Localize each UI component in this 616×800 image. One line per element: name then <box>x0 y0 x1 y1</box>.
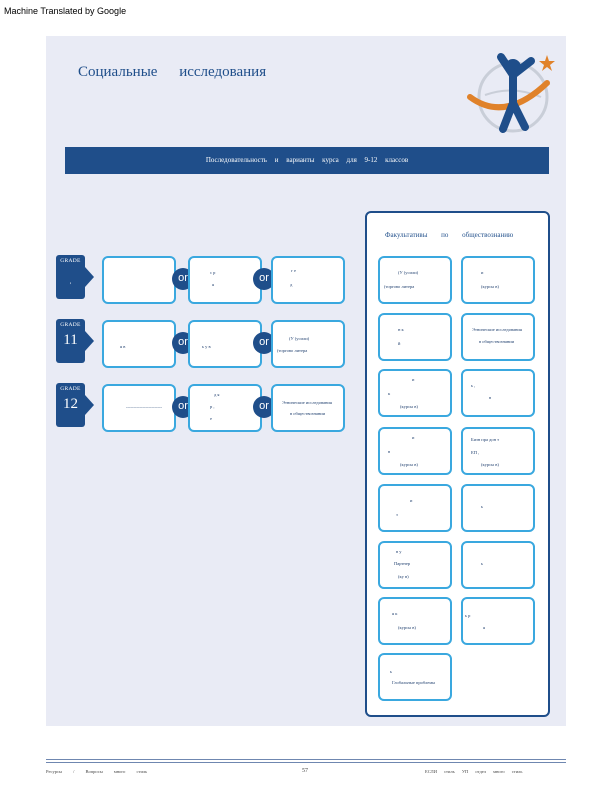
course-sequence-banner <box>65 147 549 174</box>
grade-number: 12 <box>63 396 78 412</box>
course-text: д <box>290 282 293 287</box>
course-text: ------------------------ <box>126 405 162 410</box>
elective-box <box>378 256 452 304</box>
elective-text: и <box>412 377 415 382</box>
elective-text: Глобальные проблемы <box>392 680 436 685</box>
elective-text: я <box>483 625 486 630</box>
course-text: я <box>212 282 215 287</box>
elective-text: ь <box>390 669 393 674</box>
elective-text: (торгово литера <box>384 284 415 289</box>
elective-box <box>378 313 452 361</box>
elective-text: (ку в) <box>398 574 409 579</box>
or-circle: or <box>253 332 275 354</box>
or-circle: or <box>172 332 194 354</box>
electives-title: Факультативы по обществознанию <box>385 231 514 239</box>
course-text: р , <box>210 404 215 409</box>
elective-text: (курсы в) <box>400 462 418 467</box>
elective-text: ь <box>481 504 484 509</box>
grade-label: GRADE <box>60 386 81 392</box>
grade-label: GRADE <box>60 322 81 328</box>
elective-text: ь <box>481 561 484 566</box>
footer-divider <box>46 762 566 763</box>
elective-box <box>461 427 535 475</box>
elective-text: й <box>398 341 401 346</box>
course-text: е <box>210 416 212 421</box>
elective-text: и <box>412 435 415 440</box>
course-text: д я <box>214 392 220 397</box>
elective-text: ь р <box>465 613 471 618</box>
elective-box <box>378 541 452 589</box>
course-text: г е <box>291 268 296 273</box>
banner-text: Последовательность и варианты курса для 9-12 классов <box>205 156 409 164</box>
grade-number: , <box>69 279 72 285</box>
footer-left-text: Ресурсы / Вопросы много стиль <box>46 769 148 774</box>
elective-box <box>461 256 535 304</box>
elective-box <box>378 484 452 532</box>
elective-text: и <box>410 498 413 503</box>
elective-box <box>378 597 452 645</box>
elective-text: (курсы в) <box>400 404 418 409</box>
course-text: (У (усили) <box>289 336 310 341</box>
elective-text: в <box>489 395 492 400</box>
or-circle: or <box>172 268 194 290</box>
logo-icon <box>465 45 560 137</box>
elective-text: к <box>388 391 391 396</box>
elective-text: Партнер <box>394 561 411 566</box>
elective-text: в у <box>396 549 402 554</box>
elective-text: (курсы в) <box>398 625 416 630</box>
elective-box <box>378 369 452 417</box>
page-number: 57 <box>302 768 308 774</box>
elective-text: (курсы в) <box>481 462 499 467</box>
course-text: ь у в <box>202 344 211 349</box>
elective-text: и <box>481 270 484 275</box>
grade-badge <box>56 319 85 363</box>
page-title: Социальные исследования <box>78 64 267 80</box>
footer-divider <box>46 759 566 760</box>
course-box <box>271 384 345 432</box>
elective-box <box>461 541 535 589</box>
course-text: Этнические исследования <box>282 400 332 405</box>
elective-text: в обществознании <box>479 339 515 344</box>
grade-number: 11 <box>63 332 78 348</box>
elective-text: н к <box>398 327 404 332</box>
elective-box <box>461 313 535 361</box>
course-box <box>188 320 262 368</box>
elective-box <box>378 653 452 701</box>
course-text: я в <box>120 344 126 349</box>
course-box <box>271 320 345 368</box>
elective-box <box>461 484 535 532</box>
course-box <box>102 320 176 368</box>
elective-box <box>461 369 535 417</box>
machine-translated-label: Machine Translated by Google <box>4 6 127 16</box>
elective-text: ь , <box>471 383 476 388</box>
course-box <box>102 384 176 432</box>
course-text: в обществознании <box>290 411 326 416</box>
footer-right-text: ЕСЛИ стиль УП отдел много стиль <box>425 769 523 774</box>
elective-text: я к <box>392 611 398 616</box>
elective-text: (У (усили) <box>398 270 419 275</box>
grade-badge <box>56 255 85 299</box>
or-circle: or <box>253 396 275 418</box>
elective-box <box>461 597 535 645</box>
course-text: (торгово литера <box>277 348 308 353</box>
elective-text: (курсы в) <box>481 284 499 289</box>
or-circle: or <box>253 268 275 290</box>
grade-label: GRADE <box>60 258 81 264</box>
or-circle: or <box>172 396 194 418</box>
elective-text: в <box>388 449 391 454</box>
elective-text: з <box>396 512 398 517</box>
course-box <box>102 256 176 304</box>
elective-text: Этнические исследования <box>472 327 522 332</box>
elective-text: ЕП , <box>471 450 480 455</box>
course-text: с р <box>210 270 216 275</box>
course-box <box>188 384 262 432</box>
course-box <box>271 256 345 304</box>
elective-text: Бизн пра дон т <box>471 437 500 442</box>
course-box <box>188 256 262 304</box>
grade-badge <box>56 383 85 427</box>
elective-box <box>378 427 452 475</box>
